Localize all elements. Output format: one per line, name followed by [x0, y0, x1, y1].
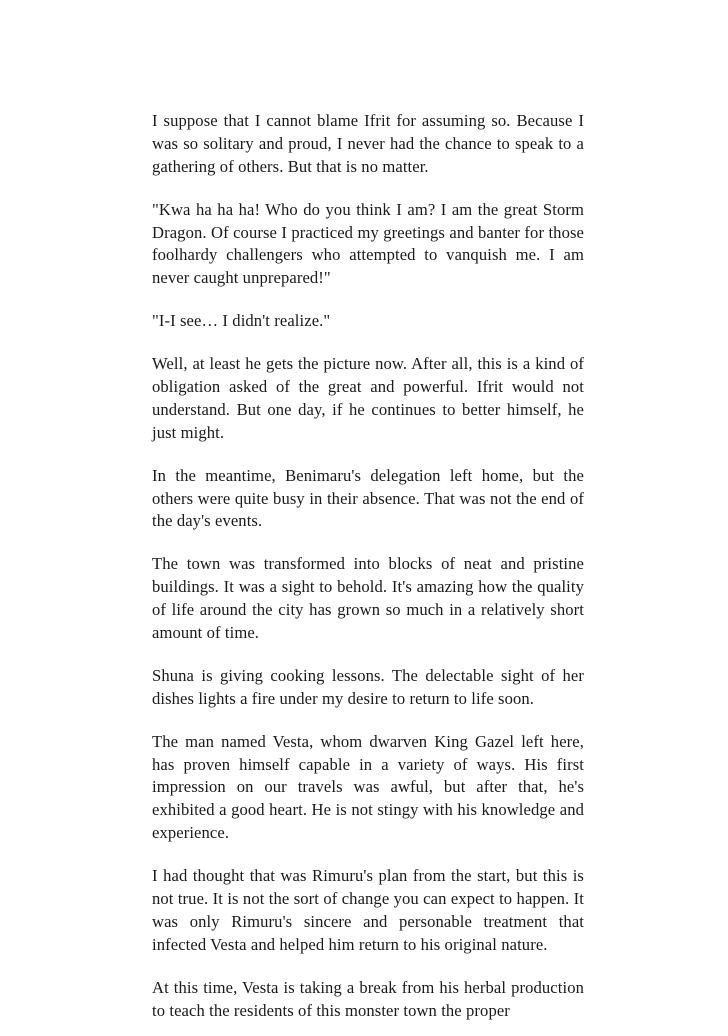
paragraph: At this time, Vesta is taking a break from his herbal production to teach the residents of this monster town the proper — [152, 977, 584, 1020]
paragraph: "I-I see… I didn't realize." — [152, 311, 331, 331]
paragraph: Shuna is giving cooking lessons. The delectable sight of her dishes lights a fire under my desire to return to life soon. — [152, 665, 584, 708]
paragraph: The man named Vesta, whom dwarven King Gazel left here, has proven himself capable in a variety of ways. His first impression on our travels was awful, but after that, he's exhibited a good heart. He is not stingy with his knowledge and experience. — [152, 731, 584, 843]
paragraph: Well, at least he gets the picture now. After all, this is a kind of obligation asked of the great and powerful. Ifrit would not understand. But one day, if he continues to better himself, he just might. — [152, 354, 584, 442]
paragraph: In the meantime, Benimaru's delegation left home, but the others were quite busy in their absence. That was not the end of the day's events. — [152, 465, 584, 531]
paragraph: I had thought that was Rimuru's plan from the start, but this is not true. It is not the sort of change you can expect to happen. It was only Rimuru's sincere and personable treatment that infected Vesta and helped him return to his original nature. — [152, 866, 584, 954]
paragraph: I suppose that I cannot blame Ifrit for assuming so. Because I was so solitary and proud, I never had the chance to speak to a gathering of others. But that is no matter. — [152, 111, 584, 176]
paragraph: The town was transformed into blocks of neat and pristine buildings. It was a sight to behold. It's amazing how the quality of life around the city has grown so much in a relatively short amount of time. — [152, 554, 584, 643]
text-column — [152, 110, 584, 1023]
paragraph: "Kwa ha ha ha! Who do you think I am? I am the great Storm Dragon. Of course I practiced my greetings and banter for those foolhardy challengers who attempted to vanquish me. I am never caught unprepared!" — [152, 199, 584, 288]
